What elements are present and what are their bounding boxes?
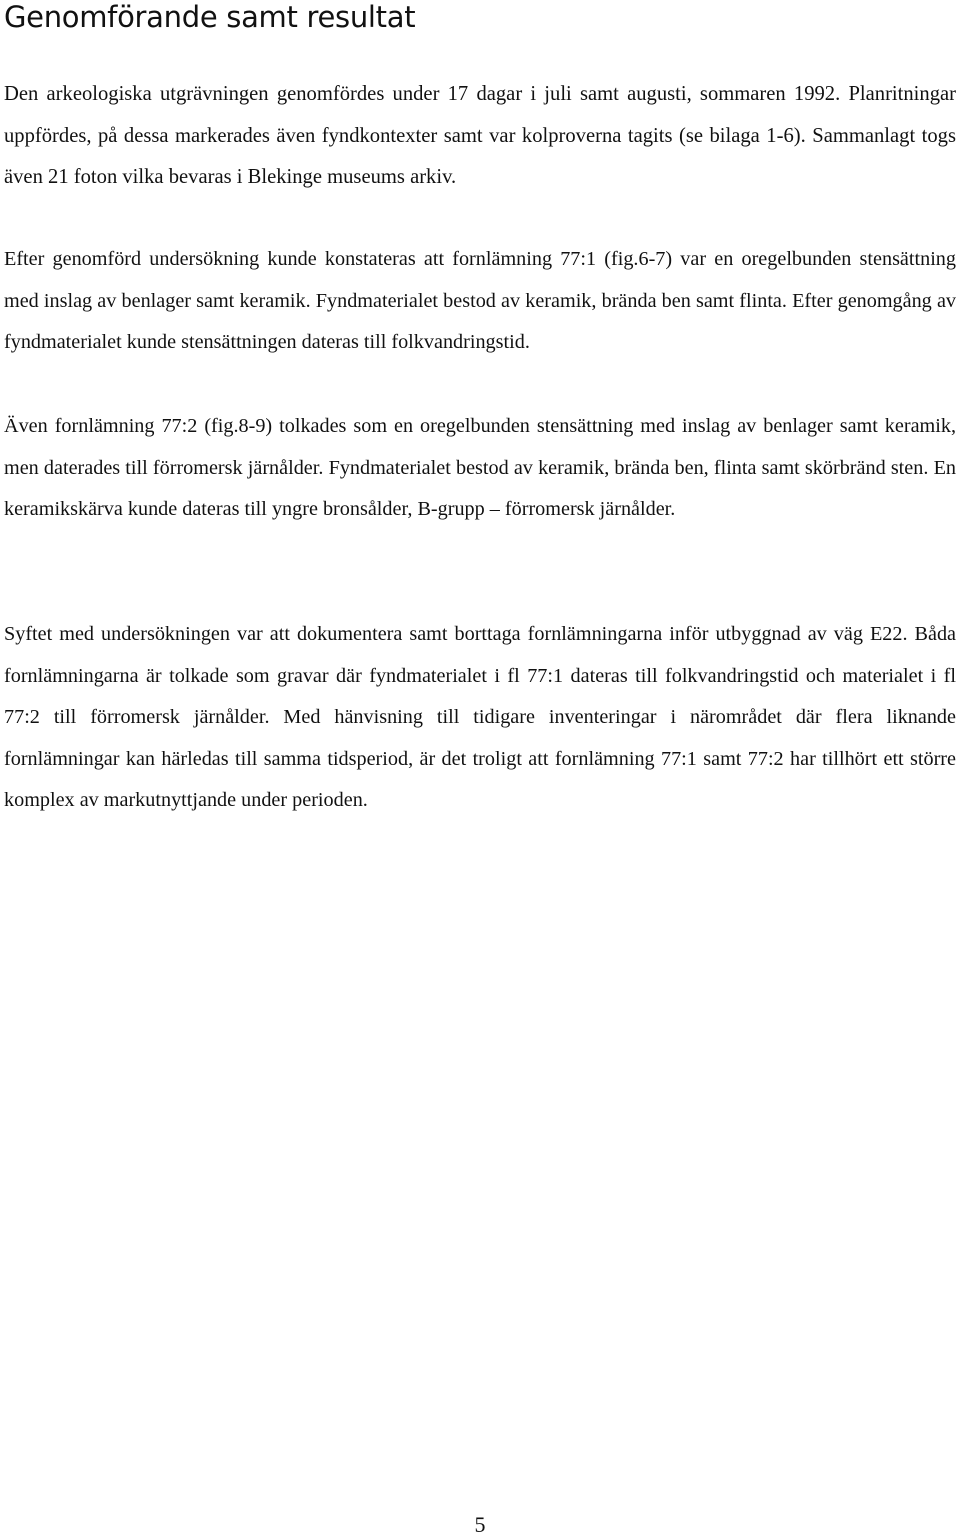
section-heading: Genomförande samt resultat bbox=[4, 0, 416, 34]
paragraph-fornlamning-77-1: Efter genomförd undersökning kunde konstateras att fornlämning 77:1 (fig.6-7) var en oregelbunden stensättning med inslag av benlager samt keramik. Fyndmaterialet bestod av keramik, brända ben samt flinta. Efter genomgång av fyndmaterialet kunde stensättningen dateras till folkvandringstid. bbox=[4, 248, 956, 353]
paragraph-purpose-conclusion: Syftet med undersökningen var att dokumentera samt borttaga fornlämningarna inför utbyggnad av väg E22. Båda fornlämningarna är tolkade som gravar där fyndmaterialet i fl 77:1 dateras till folkvandringstid och materialet i fl 77:2 till förromersk järnålder. Med hänvisning till tidigare inventeringar i närområdet där flera liknande fornlämningar kan härledas till samma tidsperiod, är det troligt att fornlämning 77:1 samt 77:2 har tillhört ett större komplex av markutnyttjande under perioden. bbox=[4, 623, 956, 811]
paragraph-fornlamning-77-2: Även fornlämning 77:2 (fig.8-9) tolkades som en oregelbunden stensättning med inslag av benlager samt keramik, men daterades till förromersk järnålder. Fyndmaterialet bestod av keramik, brända ben, flinta samt skörbränd sten. En keramikskärva kunde dateras till yngre bronsålder, B-grupp – förromersk järnålder. bbox=[4, 415, 956, 520]
page-number: 5 bbox=[474, 1512, 486, 1537]
paragraph-excavation-summary: Den arkeologiska utgrävningen genomfördes under 17 dagar i juli samt augusti, sommaren 1992. Planritningar uppfördes, på dessa markerades även fyndkontexter samt var kolproverna tagits (se bilaga 1-6). Sammanlagt togs även 21 foton vilka bevaras i Blekinge museums arkiv. bbox=[4, 83, 956, 188]
